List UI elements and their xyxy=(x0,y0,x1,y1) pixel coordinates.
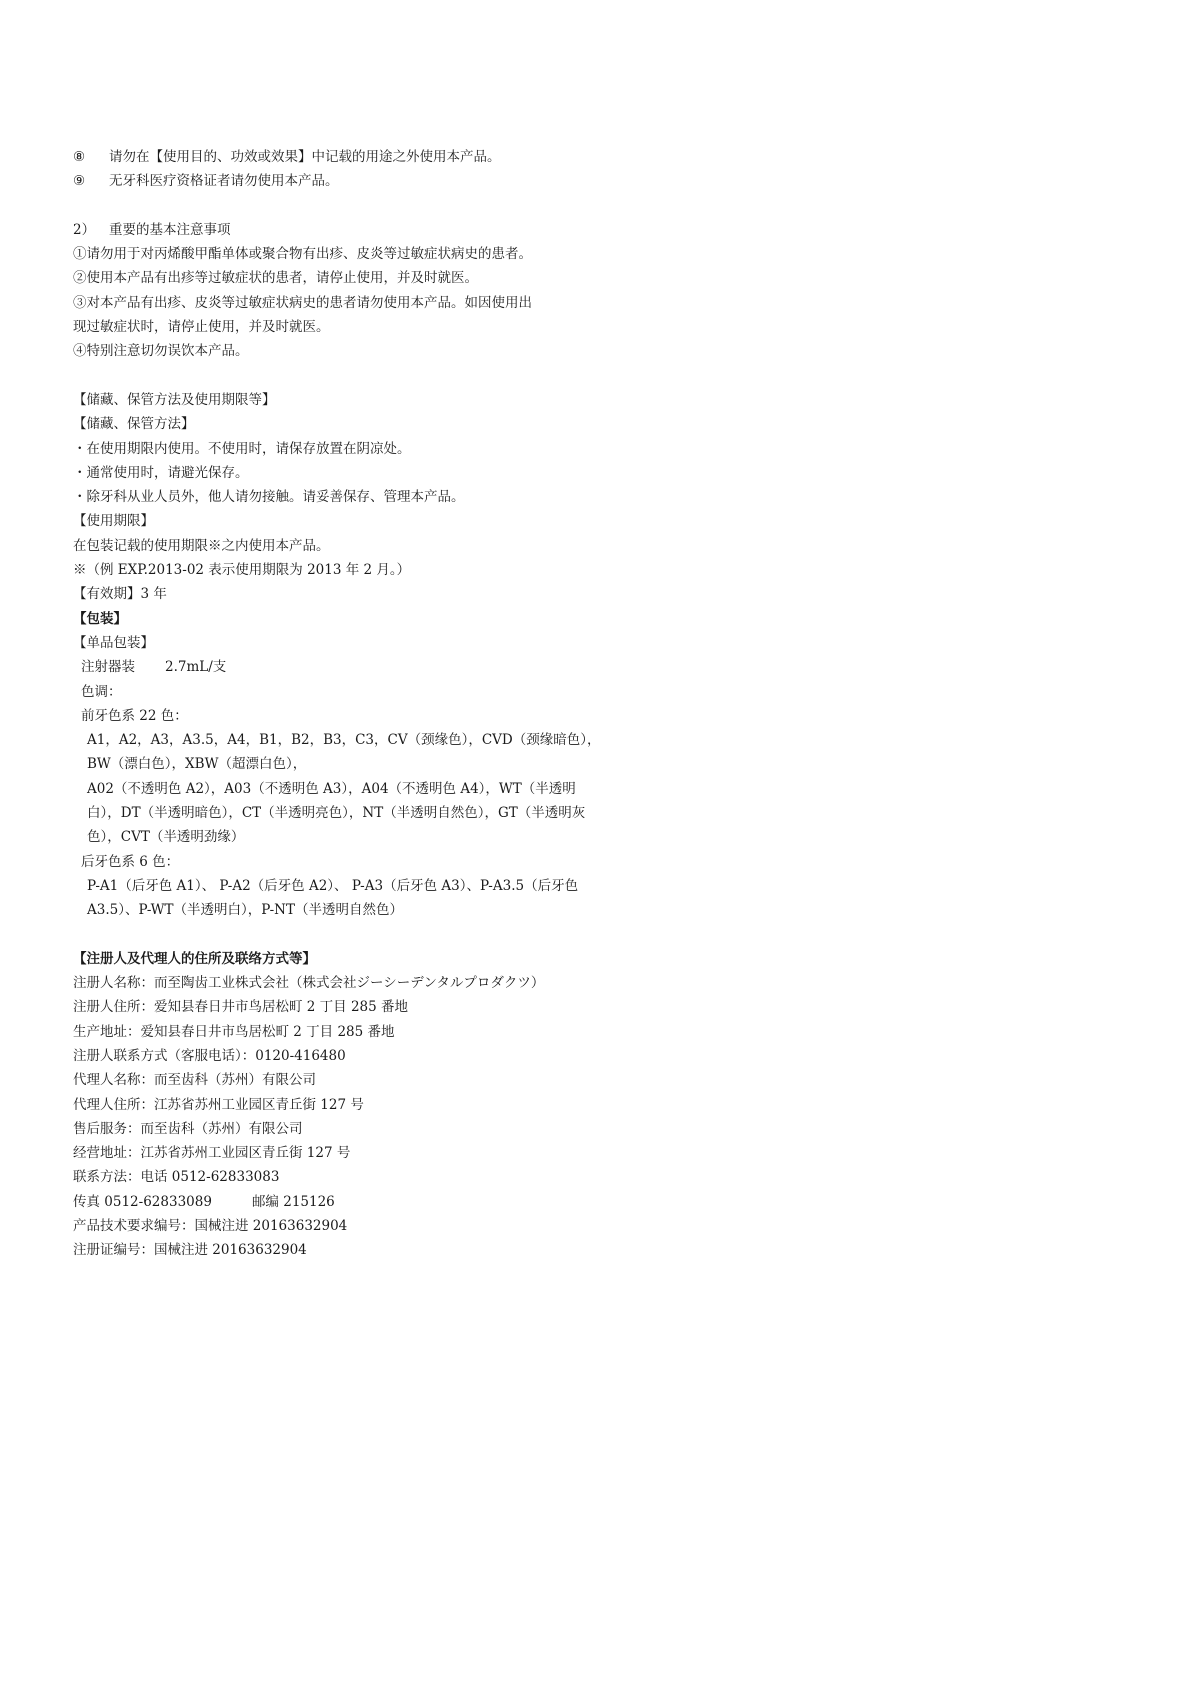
front-shade-line: A02（不透明色 A2），A03（不透明色 A3），A04（不透明色 A4），WT（半透明 xyxy=(87,780,576,797)
registrant-line: 售后服务：而至齿科（苏州）有限公司 xyxy=(73,1120,303,1137)
postcode: 邮编 215126 xyxy=(251,1193,335,1210)
storage-subtitle: 【储藏、保管方法】 xyxy=(73,416,195,433)
syringe-value: 2.7mL/支 xyxy=(165,659,227,676)
back-shade-line: P-A1（后牙色 A1）、 P-A2（后牙色 A2）、 P-A3（后牙色 A3）、P-A3.5（后牙色 xyxy=(87,877,579,894)
item-number: ⑨ xyxy=(73,173,86,190)
heading-number: 2） xyxy=(73,221,96,238)
syringe-label: 注射器装 xyxy=(81,659,135,676)
registrant-line: 注册人住所：爱知县春日井市鸟居松町 2 丁目 285 番地 xyxy=(73,999,409,1016)
syringe-spec xyxy=(73,655,633,679)
important-line: ④特别注意切勿误饮本产品。 xyxy=(73,343,249,360)
item-text: 无牙科医疗资格证者请勿使用本产品。 xyxy=(109,173,339,190)
fax-postcode-line xyxy=(73,1190,633,1214)
important-line: ③对本产品有出疹、皮炎等过敏症状病史的患者请勿使用本产品。如因使用出 xyxy=(73,294,532,311)
fax: 传真 0512-62833089 xyxy=(73,1193,212,1210)
spacer xyxy=(73,364,633,388)
packaging-title: 【包装】 xyxy=(73,610,127,627)
front-shade-label: 前牙色系 22 色： xyxy=(81,707,188,724)
registrant-line: 注册人联系方式（客服电话）：0120-416480 xyxy=(73,1047,346,1064)
shade-label: 色调： xyxy=(81,683,122,700)
expiry-line: ※（例 EXP.2013-02 表示使用期限为 2013 年 2 月。） xyxy=(73,562,411,579)
document-page xyxy=(73,145,633,1263)
storage-bullet: ・通常使用时，请避光保存。 xyxy=(73,464,249,481)
registrant-line: 代理人住所：江苏省苏州工业园区青丘街 127 号 xyxy=(73,1096,364,1113)
registrant-line: 代理人名称：而至齿科（苏州）有限公司 xyxy=(73,1072,316,1089)
precaution-item-8 xyxy=(73,145,633,169)
storage-title: 【储藏、保管方法及使用期限等】 xyxy=(73,391,276,408)
front-shade-line: 白），DT（半透明暗色），CT（半透明亮色），NT（半透明自然色），GT（半透明灰 xyxy=(87,805,586,822)
single-package-title: 【单品包装】 xyxy=(73,634,154,651)
spacer xyxy=(73,194,633,218)
validity-period: 【有效期】3 年 xyxy=(73,586,167,603)
important-line: 现过敏症状时，请停止使用，并及时就医。 xyxy=(73,319,330,336)
important-line: ②使用本产品有出疹等过敏症状的患者，请停止使用，并及时就医。 xyxy=(73,270,478,287)
spacer xyxy=(73,923,633,947)
item-number: ⑧ xyxy=(73,149,86,165)
registrant-line: 注册证编号：国械注进 20163632904 xyxy=(73,1242,307,1259)
back-shade-label: 后牙色系 6 色： xyxy=(81,853,180,870)
expiry-title: 【使用期限】 xyxy=(73,513,154,530)
item-text: 请勿在【使用目的、功效或效果】中记载的用途之外使用本产品。 xyxy=(109,149,501,165)
important-heading xyxy=(73,218,633,242)
front-shade-line: 色），CVT（半透明劲缘） xyxy=(87,829,245,846)
precaution-item-9 xyxy=(73,169,633,193)
registrant-line: 注册人名称：而至陶齿工业株式会社（株式会社ジーシーデンタルプロダクツ） xyxy=(73,975,545,992)
registrant-line: 生产地址：爱知县春日井市鸟居松町 2 丁目 285 番地 xyxy=(73,1023,395,1040)
storage-bullet: ・除牙科从业人员外，他人请勿接触。请妥善保存、管理本产品。 xyxy=(73,489,465,506)
heading-text: 重要的基本注意事项 xyxy=(109,221,231,238)
front-shade-line: A1，A2，A3，A3.5，A4，B1，B2，B3，C3，CV（颈缘色），CVD（颈缘暗色）， xyxy=(87,732,601,749)
registrant-title: 【注册人及代理人的住所及联络方式等】 xyxy=(73,950,316,967)
back-shade-line: A3.5）、P-WT（半透明白），P-NT（半透明自然色） xyxy=(87,902,403,919)
important-line: ①请勿用于对丙烯酸甲酯单体或聚合物有出疹、皮炎等过敏症状病史的患者。 xyxy=(73,246,532,263)
registrant-line: 经营地址：江苏省苏州工业园区青丘街 127 号 xyxy=(73,1145,351,1162)
expiry-line: 在包装记载的使用期限※之内使用本产品。 xyxy=(73,537,330,554)
registrant-line: 产品技术要求编号：国械注进 20163632904 xyxy=(73,1218,348,1235)
front-shade-line: BW（漂白色），XBW（超漂白色）， xyxy=(87,756,307,773)
storage-bullet: ・在使用期限内使用。不使用时，请保存放置在阴凉处。 xyxy=(73,440,411,457)
registrant-line: 联系方法：电话 0512-62833083 xyxy=(73,1169,280,1186)
